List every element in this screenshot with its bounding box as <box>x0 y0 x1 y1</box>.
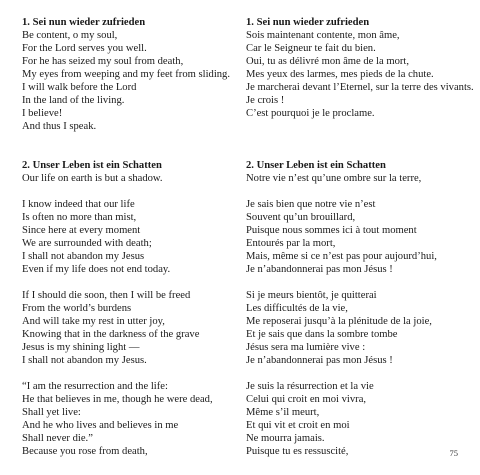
stanza <box>246 380 462 458</box>
verse-line: Si je meurs bientôt, je quitterai <box>246 290 377 301</box>
verse-line: From the world’s burdens <box>22 303 132 314</box>
stanza <box>22 380 238 458</box>
verse-line: For he has seized my soul from death, <box>22 56 184 67</box>
verse-line: Je crois ! <box>246 95 285 106</box>
verse-line: Même s’il meurt, <box>246 407 320 418</box>
section-1-french <box>246 16 474 133</box>
verse-line: Oui, tu as délivré mon âme de la mort, <box>246 56 409 67</box>
verse-line: Ne mourra jamais. <box>246 433 325 444</box>
verse-line: Car le Seigneur te fait du bien. <box>246 43 376 54</box>
stanza <box>22 198 238 276</box>
verse-line: Our life on earth is but a shadow. <box>22 173 163 184</box>
section-title: 1. Sei nun wieder zufrieden <box>22 17 146 28</box>
verse-line: For the Lord serves you well. <box>22 43 147 54</box>
verse-line: Me reposerai jusqu’à la plénitude de la joie, <box>246 316 432 327</box>
verse-line: My eyes from weeping and my feet from sliding. <box>22 69 231 80</box>
verse-line: Je suis la résurrection et la vie <box>246 381 374 392</box>
verse-line: Even if my life does not end today. <box>22 264 171 275</box>
stanza <box>246 198 462 276</box>
stanza <box>22 29 238 133</box>
section-title: 2. Unser Leben ist ein Schatten <box>22 160 162 171</box>
section-2-english <box>22 159 238 471</box>
stanza <box>22 172 238 185</box>
section-title: 1. Sei nun wieder zufrieden <box>246 17 370 28</box>
verse-line: In the land of the living. <box>22 95 125 106</box>
verse-line: Et je sais que dans la sombre tombe <box>246 329 398 340</box>
verse-line: I shall not abandon my Jesus <box>22 251 145 262</box>
verse-line: And thus I speak. <box>22 121 97 132</box>
verse-line: Je sais bien que notre vie n’est <box>246 199 376 210</box>
verse-line: Puisque tu es ressuscité, <box>246 446 349 457</box>
verse-line: Mais, même si ce n’est pas pour aujourd’hui, <box>246 251 437 262</box>
stanza <box>22 289 238 367</box>
section-title: 2. Unser Leben ist ein Schatten <box>246 160 386 171</box>
section-1-english <box>22 16 238 146</box>
verse-line: Since here at every moment <box>22 225 141 236</box>
verse-line: Puisque nous sommes ici à tout moment <box>246 225 417 236</box>
verse-line: I believe! <box>22 108 63 119</box>
verse-line: If I should die soon, then I will be freed <box>22 290 191 301</box>
verse-line: Be content, o my soul, <box>22 30 118 41</box>
verse-line: Shall never die.” <box>22 433 93 444</box>
verse-line: Sois maintenant contente, mon âme, <box>246 30 400 41</box>
verse-line: Celui qui croit en moi vivra, <box>246 394 367 405</box>
verse-line: And he who lives and believes in me <box>22 420 179 431</box>
verse-line: “I am the resurrection and the life: <box>22 381 168 392</box>
stanza <box>246 289 462 367</box>
verse-line: Les difficultés de la vie, <box>246 303 348 314</box>
verse-line: Je n’abandonnerai pas mon Jésus ! <box>246 264 393 275</box>
verse-line: We are surrounded with death; <box>22 238 152 249</box>
verse-line: Is often no more than mist, <box>22 212 137 223</box>
page-number: 75 <box>449 448 458 458</box>
stanza <box>246 29 474 120</box>
verse-line: C’est pourquoi je le proclame. <box>246 108 375 119</box>
section-2-french <box>246 159 462 471</box>
verse-line: I will walk before the Lord <box>22 82 137 93</box>
verse-line: Souvent qu’un brouillard, <box>246 212 356 223</box>
verse-line: Knowing that in the darkness of the grave <box>22 329 200 340</box>
verse-line: Entourés par la mort, <box>246 238 336 249</box>
stanza <box>246 172 462 185</box>
verse-line: Je n’abandonnerai pas mon Jésus ! <box>246 355 393 366</box>
verse-line: He that believes in me, though he were dead, <box>22 394 213 405</box>
verse-line: Et qui vit et croit en moi <box>246 420 350 431</box>
verse-line: I shall not abandon my Jesus. <box>22 355 147 366</box>
verse-line: And will take my rest in utter joy, <box>22 316 165 327</box>
verse-line: I know indeed that our life <box>22 199 135 210</box>
verse-line: Mes yeux des larmes, mes pieds de la chute. <box>246 69 434 80</box>
verse-line: Jesus is my shining light — <box>22 342 140 353</box>
verse-line: Because you rose from death, <box>22 446 148 457</box>
verse-line: Je marcherai devant l’Eternel, sur la terre des vivants. <box>246 82 474 93</box>
verse-line: Jésus sera ma lumière vive : <box>246 342 366 353</box>
verse-line: Notre vie n’est qu’une ombre sur la terre, <box>246 173 422 184</box>
verse-line: Shall yet live: <box>22 407 81 418</box>
